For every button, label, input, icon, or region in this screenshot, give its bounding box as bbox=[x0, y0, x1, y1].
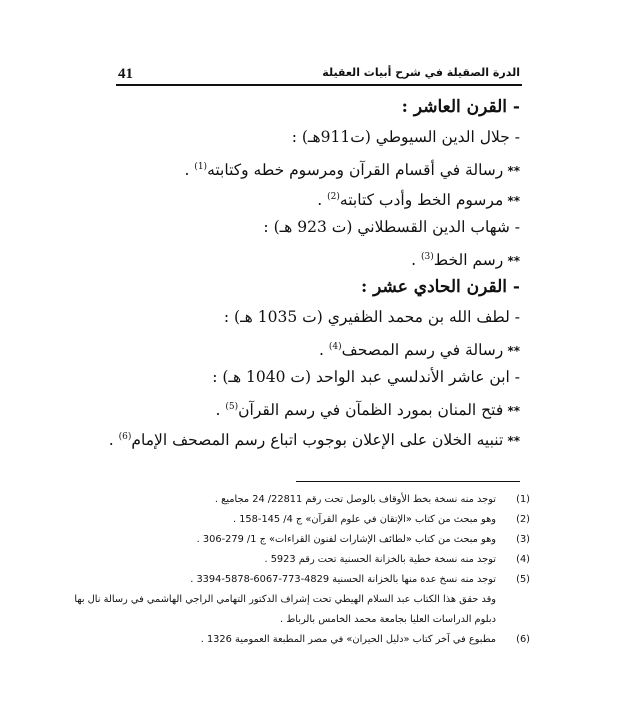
footnote bbox=[100, 630, 530, 650]
footnote-number: (1) bbox=[516, 494, 530, 505]
work-entry: ** رسالة في رسم المصحف$^{(4)}$ . bbox=[319, 341, 520, 360]
footnote-marker: (5) bbox=[225, 402, 239, 412]
footnotes bbox=[74, 490, 530, 650]
footnote-number: (5) bbox=[516, 574, 530, 585]
work-entry: ** رسالة في أقسام القرآن ومرسوم خطه وكتابته$^{(1)}$ . bbox=[184, 161, 520, 180]
footnote-number: (6) bbox=[516, 634, 530, 645]
footnote-marker: (3) bbox=[421, 252, 434, 262]
footnote-text: توجد منه نسخ عدة منها بالخزانة الحسنية 4829-773-6067-5878-3394 . bbox=[190, 574, 496, 585]
footnote-number: (4) bbox=[516, 554, 530, 565]
footnote-marker: (6) bbox=[118, 432, 132, 442]
footnote bbox=[100, 510, 530, 530]
footnote bbox=[100, 490, 530, 510]
footnote-marker: (4) bbox=[328, 342, 342, 352]
footnote bbox=[100, 530, 530, 550]
footnote-text: وقد حقق هذا الكتاب عبد السلام الهيطي تحت إشراف الدكتور التهامي الراجي الهاشمي في رسالة نال بها bbox=[74, 594, 496, 605]
footnote bbox=[100, 550, 530, 570]
century-heading: - القرن العاشر : bbox=[401, 97, 520, 117]
main-text bbox=[100, 92, 520, 452]
footnote-marker: (1) bbox=[194, 162, 208, 172]
author-entry: - جلال الدين السيوطي (ت911هـ) : bbox=[291, 128, 520, 146]
footnote bbox=[74, 570, 530, 630]
work-entry: ** مرسوم الخط وأدب كتابته$^{(2)}$ . bbox=[317, 191, 520, 210]
footnote-text: دبلوم الدراسات العليا بجامعة محمد الخامس بالرباط . bbox=[280, 614, 496, 625]
footnote-number: (2) bbox=[516, 514, 530, 525]
work-entry: ** رسم الخط$^{(3)}$ . bbox=[411, 251, 520, 270]
footnote-text: وهو مبحث من كتاب «لطائف الإشارات لفنون القراءات» ج 1/ 279-306 . bbox=[196, 534, 496, 545]
footnote-separator bbox=[296, 481, 520, 482]
footnote-number: (3) bbox=[516, 534, 530, 545]
footnote-text: مطبوع في آخر كتاب «دليل الحيران» في مصر المطبعة العمومية 1326 . bbox=[200, 634, 496, 645]
page-number: 41 bbox=[118, 66, 133, 82]
header-rule bbox=[116, 84, 522, 86]
footnote-text: توجد منه نسخة بخط الأوقاف بالوصل تحت رقم 22811/ 24 مجاميع . bbox=[214, 494, 496, 505]
footnote-marker: (2) bbox=[327, 192, 340, 202]
work-entry: ** تنبيه الخلان على الإعلان بوجوب اتباع رسم المصحف الإمام$^{(6)}$ . bbox=[108, 431, 520, 450]
author-entry: - شهاب الدين القسطلاني (ت 923 هـ) : bbox=[263, 218, 520, 236]
author-entry: - لطف الله بن محمد الظفيري (ت 1035 هـ) : bbox=[223, 308, 520, 326]
century-heading: - القرن الحادي عشر : bbox=[360, 277, 520, 297]
footnote-text: توجد منه نسخة خطية بالخزانة الحسنية تحت رقم 5923 . bbox=[264, 554, 496, 565]
running-title: الدرة الصقيلة في شرح أبيات العقيلة bbox=[322, 66, 520, 79]
footnote-text: وهو مبحث من كتاب «الإتقان في علوم القرآن» ج 4/ 145-158 . bbox=[232, 514, 496, 525]
author-entry: - ابن عاشر الأندلسي عبد الواحد (ت 1040 هـ) : bbox=[212, 368, 520, 386]
work-entry: ** فتح المنان بمورد الظمآن في رسم القرآن$^{(5)}$ . bbox=[215, 401, 520, 420]
